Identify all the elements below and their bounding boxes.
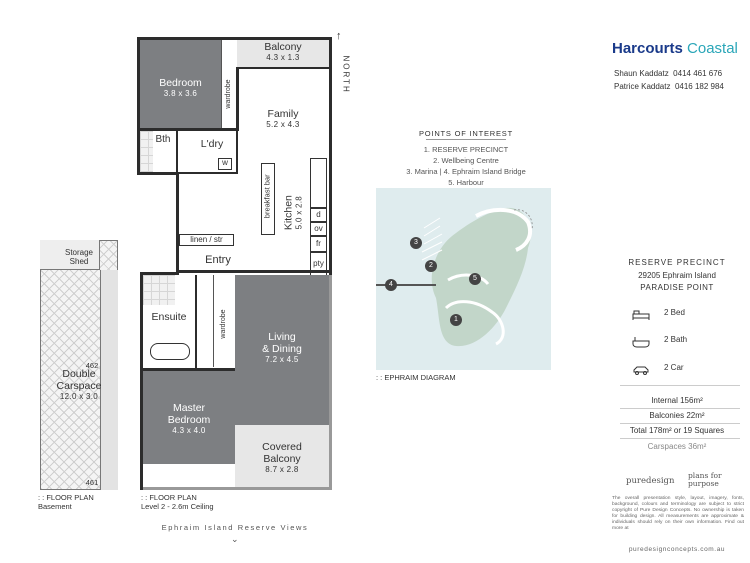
room-name: & Dining (262, 343, 302, 356)
poi-item: 1. RESERVE PRECINCT (423, 145, 509, 154)
appliance-cell (310, 208, 327, 222)
room-name: Master (172, 402, 206, 414)
room-name: Bedroom (167, 414, 211, 427)
room-name: Living (268, 331, 296, 343)
caption-line: : : FLOOR PLAN (38, 493, 94, 502)
plans-for-purpose-logo: plans for purpose (688, 471, 722, 488)
carspace-label (40, 368, 118, 401)
room-name: Kitchen (282, 195, 295, 231)
poi-item: 2. Wellbeing Centre (433, 156, 499, 165)
website-link[interactable]: puredesignconcepts.com.au (628, 546, 726, 553)
storage-shed-label (40, 248, 118, 266)
agent-phone[interactable]: 0414 461 676 (673, 69, 723, 78)
wall (195, 275, 197, 370)
bath-icon (632, 336, 650, 348)
wall (237, 67, 329, 69)
chevron-down-icon: ⌄ (231, 534, 239, 544)
brand-logo (612, 40, 738, 57)
carspace-number: 461 (85, 478, 99, 487)
room-dim: 5.0 x 2.8 (294, 195, 304, 230)
bedroom-label (140, 77, 221, 98)
wall (176, 172, 179, 272)
wall (178, 172, 237, 174)
covered-balcony-label (235, 441, 329, 474)
agent-name: Patrice Kaddatz (614, 82, 671, 91)
room-name: Family (267, 108, 299, 120)
agent-name: Shaun Kaddatz (614, 69, 669, 78)
poi-list (376, 144, 556, 188)
property-heading: RESERVE PRECINCT (628, 258, 726, 267)
wall (329, 275, 332, 490)
appliance-label: fr (316, 239, 321, 248)
ephraim-diagram (376, 188, 551, 370)
level-caption (141, 494, 214, 511)
caption-line: Basement (38, 501, 72, 511)
caption-line: : : FLOOR PLAN (141, 493, 197, 502)
feature-bath (604, 333, 750, 353)
poi-title: POINTS OF INTEREST (419, 129, 513, 138)
kitchen-label (282, 180, 303, 246)
wall (236, 131, 238, 174)
north-arrow-icon: ↑ (336, 30, 342, 42)
cooktop (310, 158, 327, 208)
poi-marker: 2 (425, 260, 437, 272)
island-map (376, 188, 551, 370)
area-internal: Internal 156m² (651, 396, 703, 405)
poi-marker: 3 (410, 237, 422, 249)
breakfast-bar-label: breakfast bar (262, 174, 272, 219)
basement-caption (38, 494, 94, 511)
caption-line: Level 2 - 2.6m Ceiling (141, 501, 214, 511)
agent-row (614, 80, 748, 93)
room-dim: 4.3 x 1.3 (266, 53, 300, 63)
room-name: Balcony (263, 453, 301, 466)
poi-marker: 4 (385, 279, 397, 291)
room-dim: 8.7 x 2.8 (265, 465, 299, 475)
bathtub (150, 343, 190, 360)
laundry-label: L'dry (200, 138, 224, 150)
room-name: Covered (262, 441, 302, 453)
poi-marker: 5 (469, 273, 481, 285)
room-dim: 4.3 x 4.0 (172, 426, 206, 436)
poi-item: 3. Marina | 4. Ephraim Island Bridge (406, 167, 526, 176)
room-dim: 12.0 x 3.0 (59, 392, 99, 402)
wardrobe-label: wardrobe (224, 79, 232, 109)
wall (143, 487, 332, 490)
appliance-label: ov (314, 224, 323, 233)
agent-row (614, 67, 748, 80)
poi-marker: 1 (450, 314, 462, 326)
feature-label: 2 Car (664, 363, 684, 372)
wall (329, 37, 332, 277)
brand-main: Harcourts (612, 40, 683, 57)
feature-car (604, 361, 750, 381)
area-total: Total 178m² or 19 Squares (629, 426, 725, 435)
views-label: Ephraim Island Reserve Views (161, 523, 309, 532)
linen-label: linen / str (190, 235, 223, 244)
wall (176, 131, 178, 175)
sidebar (604, 0, 750, 563)
washer-label: w (222, 158, 228, 167)
wall (137, 172, 179, 175)
room-dim: 7.2 x 4.5 (265, 355, 299, 365)
family-label (238, 108, 328, 129)
disclaimer-text: The overall presentation style, layout, imagery, fonts, background, colours and terminology are subject to strict copyright of Pure Design Concepts. No ownership is taken for building design. All measurements are approximate & individuals should rely on their own information. Find out more at (612, 496, 744, 531)
label-line: Shed (69, 257, 89, 267)
appliance-cell (310, 222, 327, 236)
address-line: PARADISE POINT (640, 283, 714, 292)
carspace-number: 462 (85, 361, 99, 370)
room-name: Carspace (56, 380, 102, 393)
ensuite-shower (143, 275, 175, 305)
brand-sub: Coastal (687, 40, 738, 57)
poi-item: 5. Harbour (448, 178, 484, 187)
feature-bed (604, 306, 750, 326)
divider (620, 423, 740, 424)
bed-icon (632, 309, 650, 321)
bath-label: Bth (155, 134, 171, 145)
appliance-label: d (316, 210, 321, 219)
car-icon (632, 364, 650, 376)
label-line: Storage (64, 248, 94, 257)
north-label: NORTH (341, 55, 351, 94)
divider (620, 438, 740, 439)
room-name: Double (62, 368, 96, 380)
wardrobe-label: wardrobe (219, 309, 227, 339)
feature-label: 2 Bath (664, 335, 688, 344)
divider (620, 408, 740, 409)
area-carspaces: Carspaces 36m² (647, 442, 707, 451)
balcony-label (237, 41, 329, 62)
agent-list (614, 67, 748, 93)
room-name: Bedroom (159, 77, 202, 89)
room-dim: 3.8 x 3.6 (163, 89, 198, 99)
room-name: Balcony (264, 41, 302, 53)
master-bedroom-label (143, 402, 235, 435)
address-line: 29205 Ephraim Island (638, 271, 716, 280)
agent-phone[interactable]: 0416 182 984 (674, 82, 724, 91)
feature-label: 2 Bed (664, 308, 685, 317)
divider (426, 139, 506, 140)
entry-label: Entry (205, 254, 231, 266)
wall (176, 270, 332, 273)
puredesign-logo: puredesign (626, 476, 675, 486)
living-dining-label (235, 331, 329, 364)
divider (620, 385, 740, 386)
diagram-caption: : : EPHRAIM DIAGRAM (376, 373, 456, 382)
room-dim: 5.2 x 4.3 (266, 120, 300, 130)
appliance-label: pty (313, 259, 324, 268)
ensuite-label: Ensuite (151, 311, 187, 323)
area-balconies: Balconies 22m² (649, 411, 705, 420)
appliance-cell (310, 236, 327, 252)
